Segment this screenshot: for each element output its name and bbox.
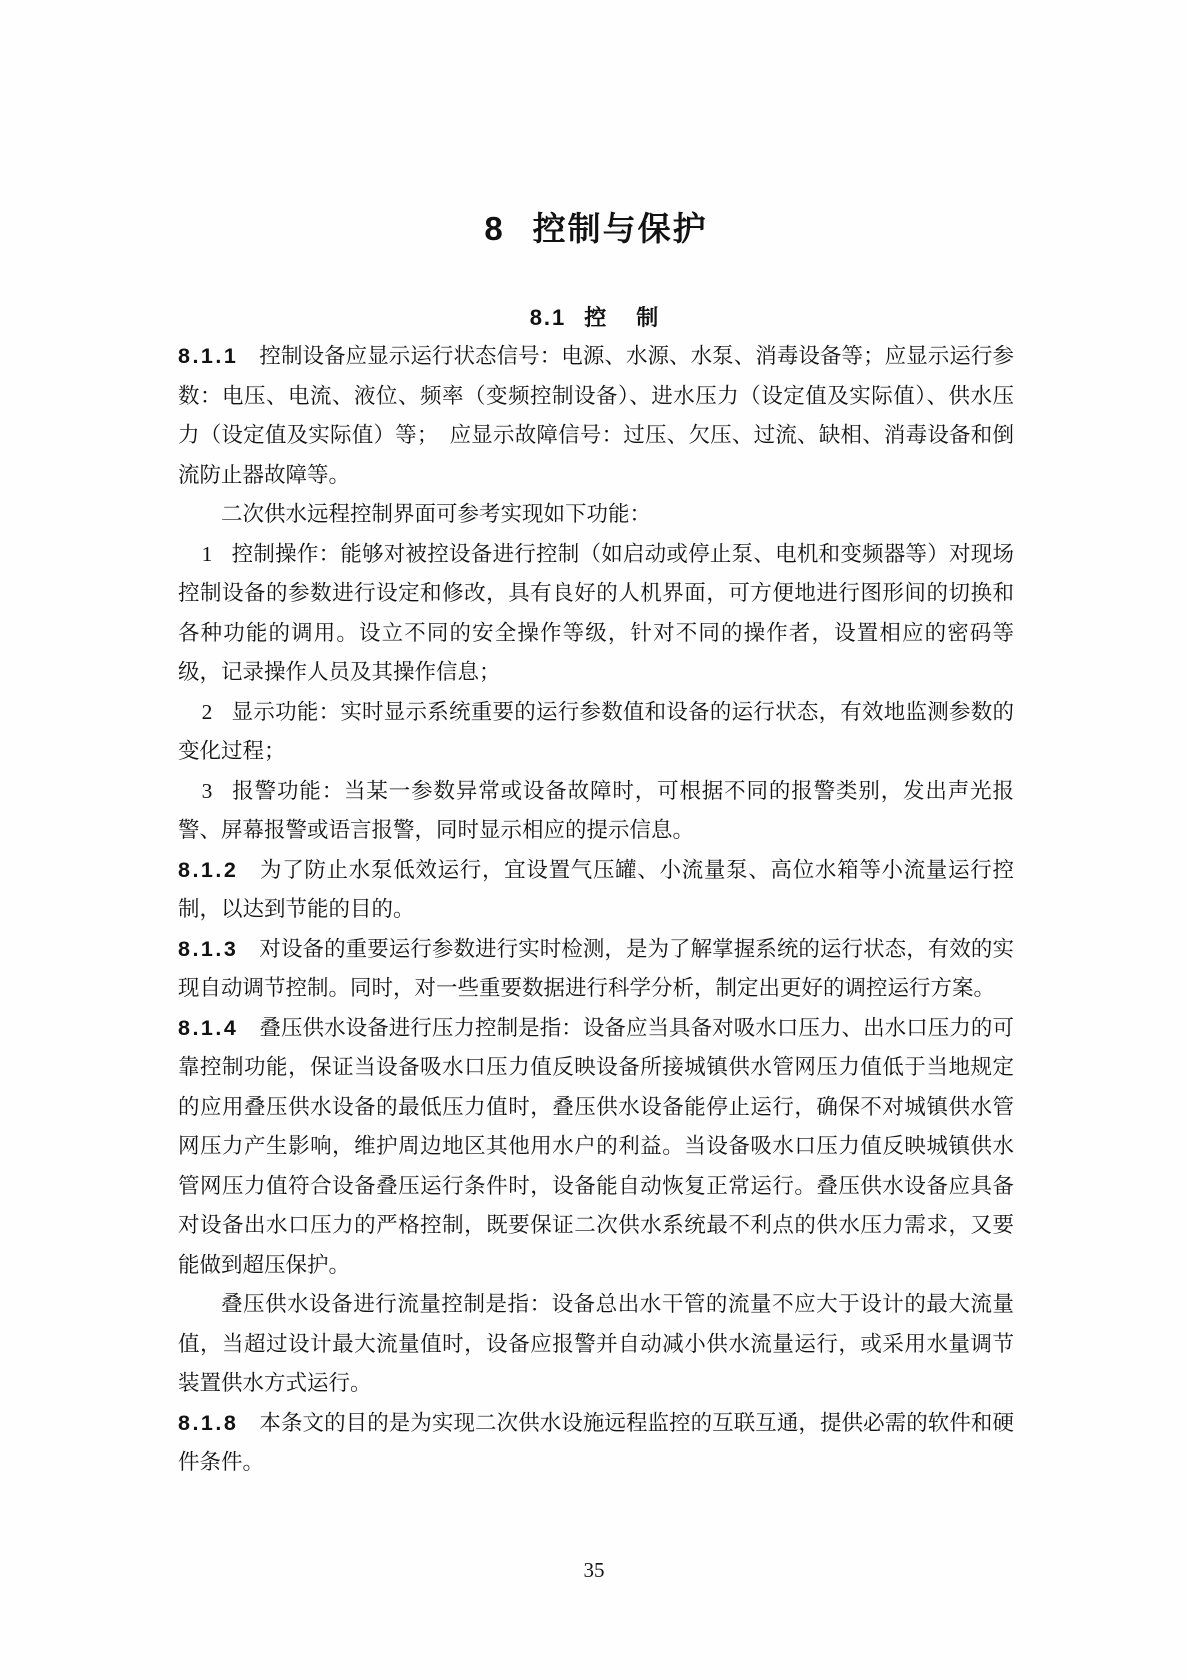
section-heading bbox=[178, 303, 1014, 333]
item-number: 1 bbox=[201, 541, 213, 566]
clause-text: 对设备的重要运行参数进行实时检测，是为了解掌握系统的运行状态，有效的实现自动调节控制。同时，对一些重要数据进行科学分析，制定出更好的调控运行方案。 bbox=[178, 936, 1014, 1000]
clause-number: 8.1.2 bbox=[178, 857, 239, 882]
clause-text: 本条文的目的是为实现二次供水设施远程监控的互联互通，提供必需的软件和硬件条件。 bbox=[178, 1410, 1014, 1474]
chapter-title-text: 控制与保护 bbox=[532, 210, 708, 247]
section-title-text: 控 制 bbox=[584, 305, 663, 330]
clause-8-1-2 bbox=[178, 851, 1014, 930]
item-text: 报警功能：当某一参数异常或设备故障时，可根据不同的报警类别，发出声光报警、屏幕报警或语言报警，同时显示相应的提示信息。 bbox=[178, 778, 1014, 842]
list-item-2 bbox=[178, 693, 1014, 772]
section-number: 8.1 bbox=[529, 305, 567, 330]
item-text: 控制操作：能够对被控设备进行控制（如启动或停止泵、电机和变频器等）对现场控制设备的参数进行设定和修改，具有良好的人机界面，可方便地进行图形间的切换和各种功能的调用。设立不同的安全操作等级，针对不同的操作者，设置相应的密码等级，记录操作人员及其操作信息； bbox=[178, 541, 1014, 684]
clause-8-1-8 bbox=[178, 1404, 1014, 1483]
clause-text: 为了防止水泵低效运行，宜设置气压罐、小流量泵、高位水箱等小流量运行控制，以达到节能的目的。 bbox=[178, 857, 1014, 921]
clause-text: 控制设备应显示运行状态信号：电源、水源、水泵、消毒设备等；应显示运行参数：电压、电流、液位、频率（变频控制设备）、进水压力（设定值及实际值）、供水压力（设定值及实际值）等； 应显示故障信号：过压、欠压、过流、缺相、消毒设备和倒流防止器故障等。 bbox=[178, 344, 1014, 487]
clause-8-1-4 bbox=[178, 1009, 1014, 1286]
paragraph-text: 二次供水远程控制界面可参考实现如下功能： bbox=[221, 502, 652, 526]
clause-number: 8.1.3 bbox=[178, 936, 239, 961]
clause-8-1-1 bbox=[178, 337, 1014, 495]
item-number: 3 bbox=[201, 778, 213, 803]
clause-8-1-3 bbox=[178, 930, 1014, 1009]
item-number: 2 bbox=[201, 699, 213, 724]
paragraph-text: 叠压供水设备进行流量控制是指：设备总出水干管的流量不应大于设计的最大流量值，当超过设计最大流量值时，设备应报警并自动减小供水流量运行，或采用水量调节装置供水方式运行。 bbox=[178, 1292, 1014, 1395]
paragraph-remote-control-intro bbox=[178, 495, 1014, 535]
chapter-number: 8 bbox=[484, 210, 505, 247]
chapter-title bbox=[178, 207, 1014, 251]
item-text: 显示功能：实时显示系统重要的运行参数值和设备的运行状态，有效地监测参数的变化过程； bbox=[178, 699, 1014, 763]
body-text bbox=[178, 337, 1014, 1483]
list-item-1 bbox=[178, 535, 1014, 693]
clause-number: 8.1.4 bbox=[178, 1015, 239, 1040]
page-number: 35 bbox=[583, 1558, 605, 1582]
list-item-3 bbox=[178, 772, 1014, 851]
clause-number: 8.1.8 bbox=[178, 1410, 239, 1435]
clause-text: 叠压供水设备进行压力控制是指：设备应当具备对吸水口压力、出水口压力的可靠控制功能，保证当设备吸水口压力值反映设备所接城镇供水管网压力值低于当地规定的应用叠压供水设备的最低压力值时，叠压供水设备能停止运行，确保不对城镇供水管网压力产生影响，维护周边地区其他用水户的利益。当设备吸水口压力值反映城镇供水管网压力值符合设备叠压运行条件时，设备能自动恢复正常运行。叠压供水设备应具备对设备出水口压力的严格控制，既要保证二次供水系统最不利点的供水压力需求，又要能做到超压保护。 bbox=[178, 1015, 1014, 1277]
clause-number: 8.1.1 bbox=[178, 344, 239, 368]
paragraph-flow-control bbox=[178, 1285, 1014, 1404]
